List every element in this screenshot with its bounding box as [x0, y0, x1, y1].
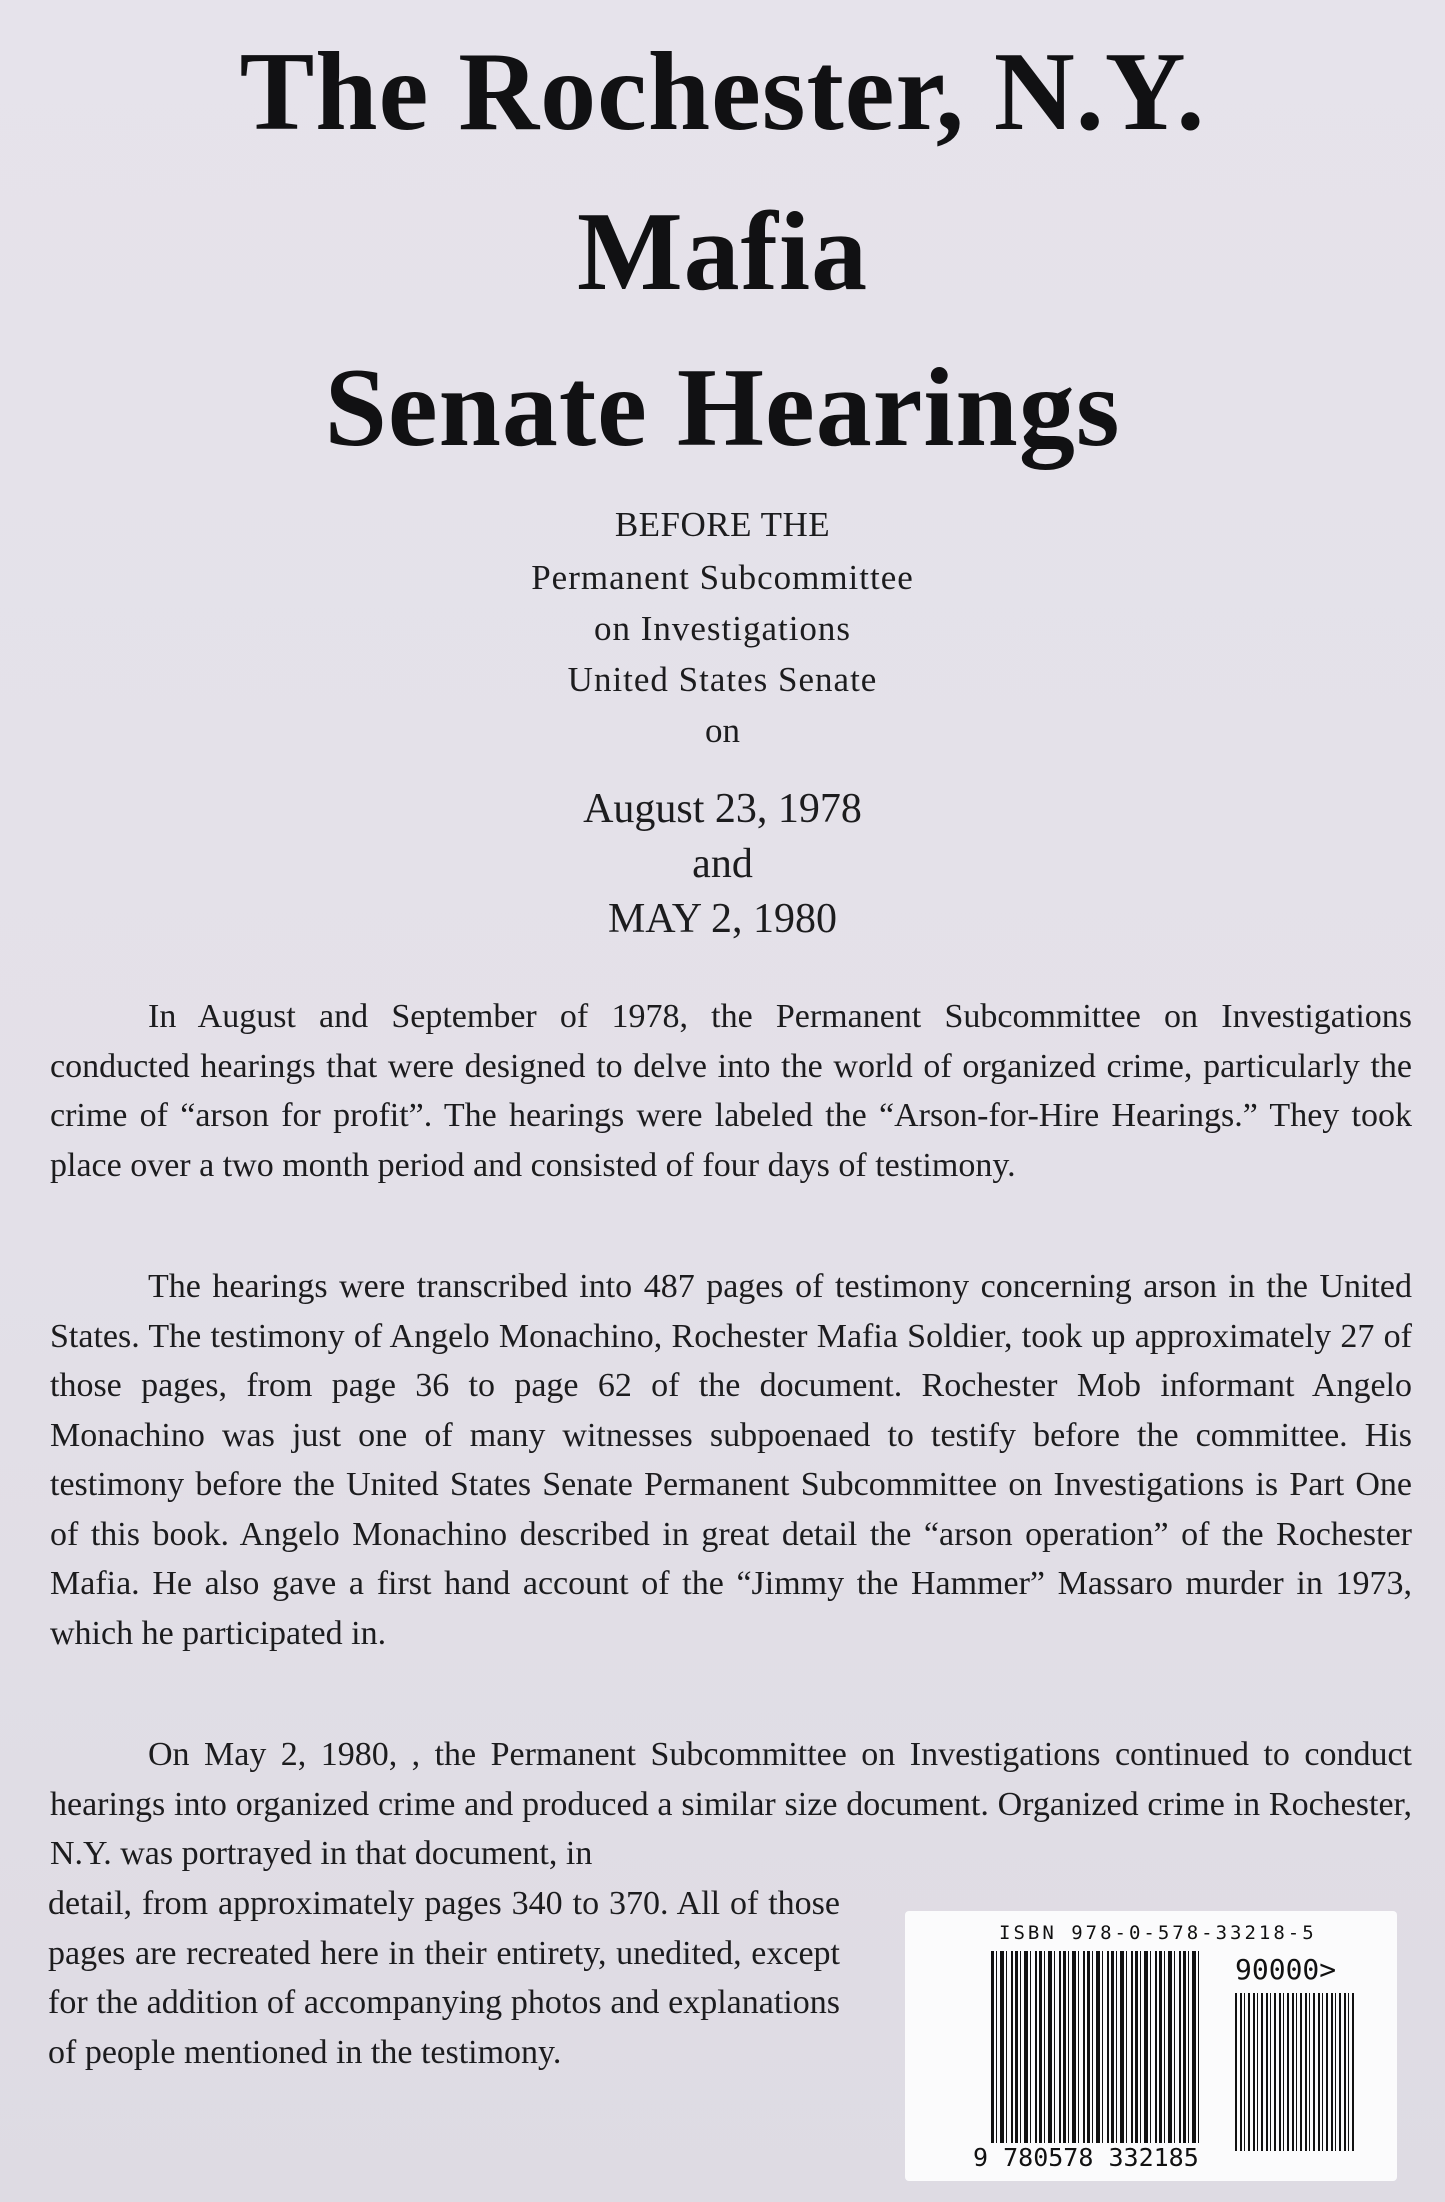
- title-line-3: Senate Hearings: [324, 346, 1121, 470]
- subtitle-before-the: BEFORE THE: [614, 505, 831, 544]
- barcode-bars: [991, 1951, 1201, 2151]
- hearing-date-1: August 23, 1978: [583, 786, 862, 832]
- isbn-barcode: [905, 1911, 1397, 2181]
- subtitle-subcommittee: Permanent Subcommittee: [531, 558, 914, 597]
- paragraph-3: [50, 1730, 1412, 1879]
- paragraph-1-text: In August and September of 1978, the Permanent Subcommittee on Investigations conducted hearings that were designed to delve into the world of organized crime, particularly the crime of “arson for profit”. The hearings were labeled the “Arson-for-Hire Hearings.” They took place over a two month period and consisted of four days of testimony.: [50, 998, 1412, 1184]
- barcode-digits: 9 780578 332185: [969, 2143, 1203, 2173]
- price-code: 90000>: [1235, 1953, 1337, 1986]
- isbn-label: ISBN 978-0-578-33218-5: [999, 1922, 1317, 1944]
- paragraph-2: [50, 1262, 1412, 1658]
- paragraph-1: [50, 992, 1412, 1190]
- date-conjunction: and: [692, 841, 753, 887]
- title-line-1: The Rochester, N.Y.: [239, 30, 1206, 154]
- barcode-addon-bars: [1235, 1993, 1355, 2151]
- subtitle-investigations: on Investigations: [593, 609, 852, 648]
- paragraph-3-text: On May 2, 1980, , the Permanent Subcommittee on Investigations continued to conduct hearings into organized crime and produced a similar size document. Organized crime in Rochester, N.Y. was portrayed in that document, in: [50, 1736, 1412, 1872]
- hearing-date-2: MAY 2, 1980: [607, 896, 838, 942]
- title-line-2: Mafia: [576, 190, 869, 314]
- subtitle-on: on: [705, 711, 740, 750]
- subtitle-senate: United States Senate: [567, 660, 878, 699]
- paragraph-2-text: The hearings were transcribed into 487 pages of testimony concerning arson in the United States. The testimony of Angelo Monachino, Rochester Mafia Soldier, took up approximately 27 of those pages, from page 36 to page 62 of the document. Rochester Mob informant Angelo Monachino was just one of many witnesses subpoenaed to testify before the committee. His testimony before the United States Senate Permanent Subcommittee on Investigations is Part One of this book. Angelo Monachino described in great detail the “arson operation” of the Rochester Mafia. He also gave a first hand account of the “Jimmy the Hammer” Massaro murder in 1973, which he participated in.: [50, 1268, 1412, 1652]
- paragraph-3-continued: detail, from approximately pages 340 to 370. All of those pages are recreated here in their entirety, unedited, except for the addition of accompanying photos and explanations of people mentioned in the testimony.: [48, 1885, 840, 2071]
